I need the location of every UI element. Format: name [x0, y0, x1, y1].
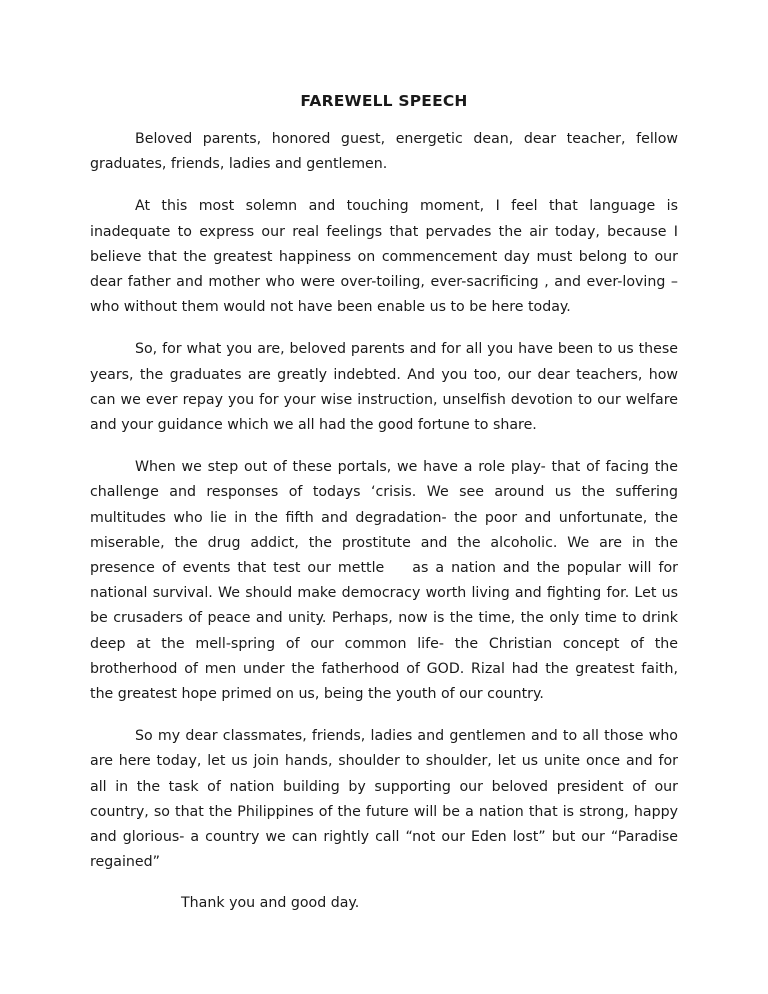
paragraph-gratitude-teachers: So, for what you are, beloved parents and for all you have been to us these years, the graduates are greatly indebted. And you too, our dear teachers, how can we ever repay you for your wise instruction, unselfish devotion to our welfare and your guidance which we all had the good fortune to share.: [90, 341, 678, 434]
closing-line: Thank you and good day.: [181, 895, 360, 912]
paragraph-greeting: Beloved parents, honored guest, energetic dean, dear teacher, fellow graduates, friends, ladies and gentlemen.: [90, 131, 678, 173]
document-body: [90, 89, 683, 917]
speech-title: FAREWELL SPEECH: [300, 92, 468, 110]
paragraph-challenge: When we step out of these portals, we have a role play- that of facing the challenge and responses of todays ‘crisis. We see around us the suffering multitudes who lie in the fifth and degradation- the poor and unfortunate, the miserable, the drug addict, the prostitute and the alcoholic. We are in the presence of events that test our mettle as a nation and the popular will for national survival. We should make democracy worth living and fighting for. Let us be crusaders of peace and unity. Perhaps, now is the time, the only time to drink deep at the mell-spring of our common life- the Christian concept of the brotherhood of men under the fatherhood of GOD. Rizal had the greatest faith, the greatest hope primed on us, being the youth of our country.: [90, 459, 683, 703]
paragraph-call-to-action: So my dear classmates, friends, ladies and gentlemen and to all those who are here today, let us join hands, shoulder to shoulder, let us unite once and for all in the task of nation building by supporting our beloved president of our country, so that the Philippines of the future will be a nation that is strong, happy and glorious- a country we can rightly call “not our Eden lost” but our “Paradise regained”: [90, 728, 678, 871]
paragraph-gratitude-parents: At this most solemn and touching moment, I feel that language is inadequate to express our real feelings that pervades the air today, because I believe that the greatest happiness on commencement day must belong to our dear father and mother who were over-toiling, ever-sacrificing , and ever-loving – who without them would not have been enable us to be here today.: [90, 198, 678, 316]
